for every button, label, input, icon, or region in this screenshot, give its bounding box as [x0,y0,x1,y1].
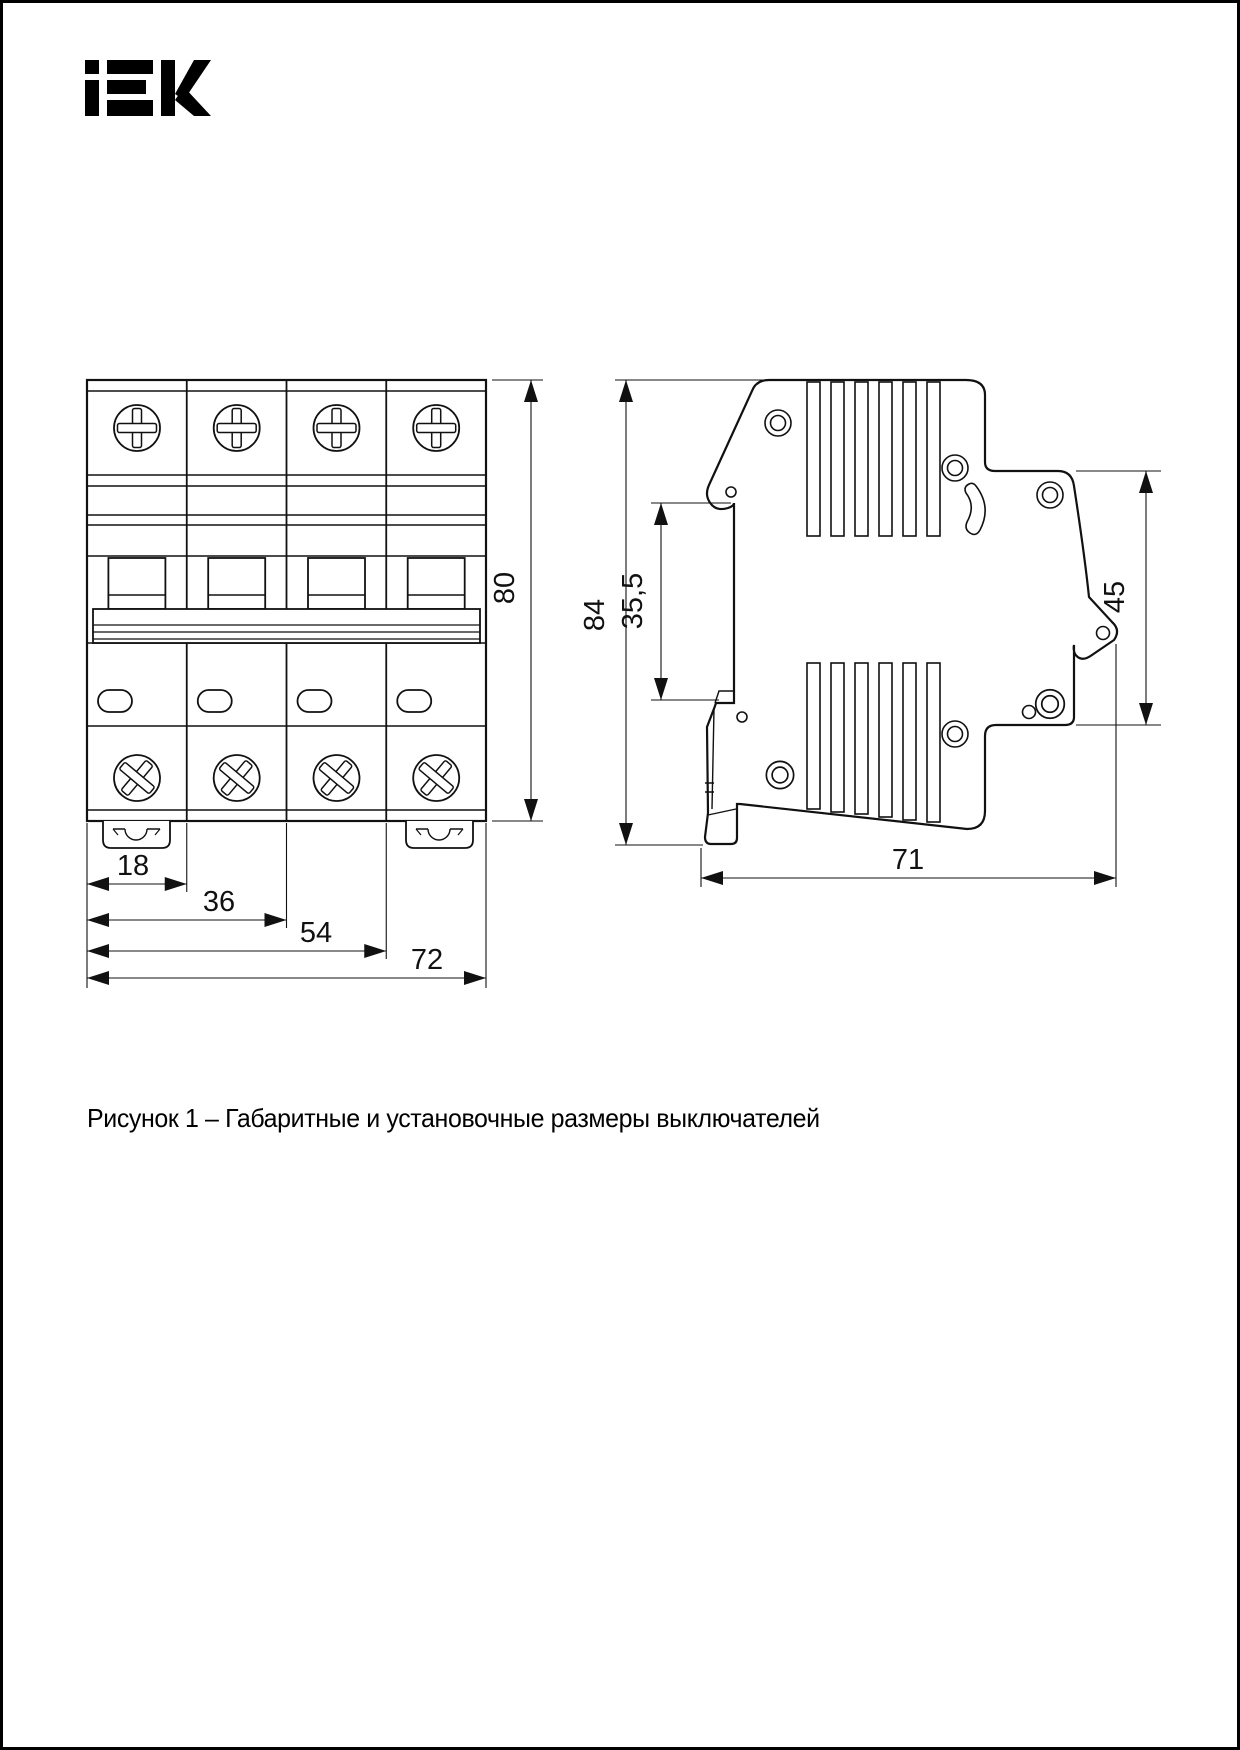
dim-label-80: 80 [489,571,521,605]
dim-label-71: 71 [891,844,925,876]
dim-label-36: 36 [202,886,236,918]
din-clips-front [103,821,473,848]
figure-caption: Рисунок 1 – Габаритные и установочные размеры выключателей [87,1103,820,1133]
dim-label-35-5: 35,5 [617,572,649,630]
dim-label-18: 18 [116,850,150,882]
dim-label-45: 45 [1099,580,1131,614]
front-view [87,380,486,848]
side-view [705,380,1117,844]
dim-label-72: 72 [410,944,444,976]
tie-bar [93,609,480,643]
iek-logo [85,60,211,116]
dim-label-84: 84 [579,598,611,632]
dim-label-54: 54 [299,917,333,949]
